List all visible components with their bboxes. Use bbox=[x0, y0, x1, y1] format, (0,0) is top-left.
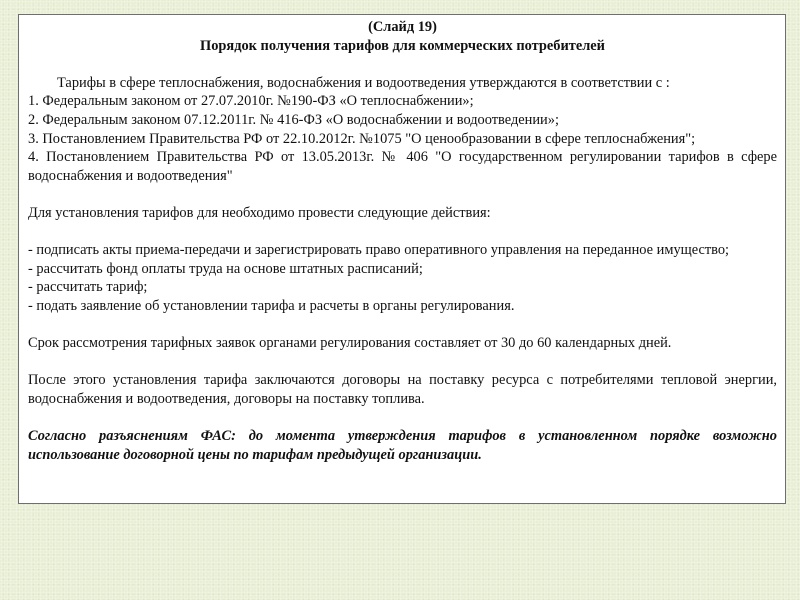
spacer bbox=[28, 55, 777, 74]
spacer bbox=[28, 223, 777, 242]
intro-text: Тарифы в сфере теплоснабжения, водоснабжения и водоотведения утверждаются в соответствии с : bbox=[57, 74, 670, 91]
action-item: - рассчитать тариф; bbox=[28, 279, 148, 296]
spacer bbox=[28, 353, 777, 372]
spacer bbox=[28, 408, 777, 427]
action-item: - подписать акты приема-передачи и зарегистрировать право оперативного управления на переданное имущество; bbox=[28, 242, 730, 259]
spacer bbox=[28, 185, 777, 204]
review-period-text: Срок рассмотрения тарифных заявок органами регулирования составляет от 30 до 60 календарных дней. bbox=[28, 335, 672, 352]
law-item: 3. Постановлением Правительства РФ от 22.10.2012г. №1075 "О ценообразовании в сфере теплоснабжения"; bbox=[28, 130, 696, 147]
fas-note: Согласно разъяснениям ФАС: до момента утверждения тарифов в установленном порядке возможно использование договорной цены по тарифам предыдущей организации. bbox=[28, 428, 777, 463]
slide-title: Порядок получения тарифов для коммерческих потребителей bbox=[200, 37, 605, 54]
contracts-text: После этого установления тарифа заключаются договоры на поставку ресурса с потребителями тепловой энергии, водоснабжения и водоотведения, договоры на поставку топлива. bbox=[28, 372, 777, 407]
slide-number: (Слайд 19) bbox=[368, 19, 437, 35]
law-item: 2. Федеральным законом 07.12.2011г. № 416-ФЗ «О водоснабжении и водоотведении»; bbox=[28, 111, 559, 128]
actions-heading: Для установления тарифов для необходимо провести следующие действия: bbox=[28, 204, 491, 221]
spacer bbox=[28, 316, 777, 335]
law-item: 4. Постановлением Правительства РФ от 13.05.2013г. № 406 "О государственном регулировании тарифов в сфере водоснабжения и водоотведения" bbox=[28, 149, 777, 184]
law-item: 1. Федеральным законом от 27.07.2010г. №190-ФЗ «О теплоснабжении»; bbox=[28, 93, 474, 110]
action-item: - рассчитать фонд оплаты труда на основе штатных расписаний; bbox=[28, 260, 423, 277]
action-item: - подать заявление об установлении тарифа и расчеты в органы регулирования. bbox=[28, 297, 515, 314]
slide-content bbox=[18, 14, 786, 504]
